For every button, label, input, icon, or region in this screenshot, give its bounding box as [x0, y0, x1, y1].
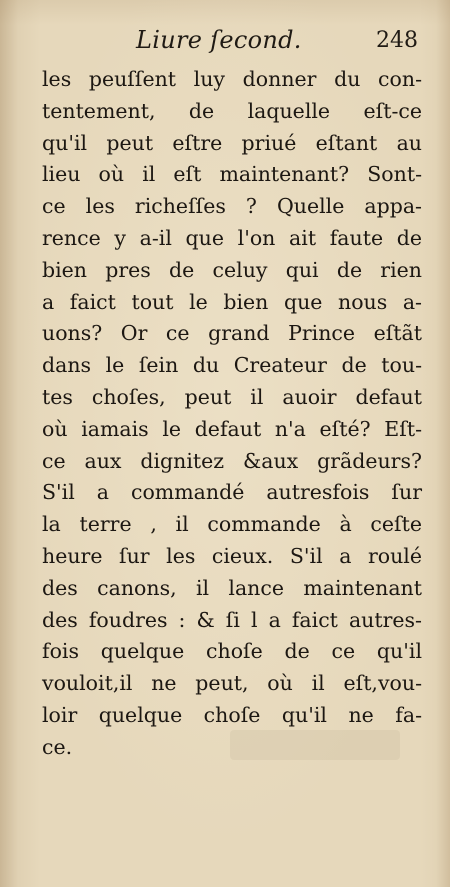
text-line: lieu où il eſt maintenant? Sont- [42, 162, 422, 187]
text-line: ce. [42, 734, 73, 759]
text-line: dans le ſein du Createur de tou- [42, 353, 422, 378]
text-line: heure ſur les cieux. S'il a roulé [42, 543, 422, 568]
text-line: où iamais le defaut n'a eſté? Eſt- [42, 416, 422, 441]
text-line: des foudres : & ſi l a faict autres- [42, 607, 422, 632]
text-line: ce aux dignitez &aux grãdeurs? [42, 448, 422, 473]
text-line: rence y a-il que l'on ait faute de [42, 225, 422, 250]
body-text [42, 64, 422, 764]
text-line: tes choſes, peut il auoir defaut [42, 384, 422, 409]
text-line: qu'il peut eſtre priué eſtant au [42, 130, 422, 155]
text-line: bien pres de celuy qui de rien [42, 257, 422, 282]
text-line: fois quelque choſe de ce qu'il [42, 639, 422, 664]
text-line: a faict tout le bien que nous a- [42, 289, 422, 314]
running-head: Liure ſecond. [136, 26, 302, 54]
text-line: ce les richeſſes ? Quelle appa- [42, 194, 422, 219]
text-line: S'il a commandé autresfois ſur [42, 480, 422, 505]
text-line: des canons, il lance maintenant [42, 575, 422, 600]
text-line: les peuſſent luy donner du con- [42, 67, 422, 91]
text-line: la terre , il commande à ceſte [42, 512, 422, 537]
text-line: vouloit,il ne peut, où il eſt,vou- [42, 671, 422, 696]
text-line: loir quelque choſe qu'il ne fa- [42, 702, 422, 727]
text-line: uons? Or ce grand Prince eſtãt [42, 321, 422, 346]
text-line: tentement, de laquelle eſt-ce [42, 98, 422, 123]
page-number: 248 [376, 28, 418, 53]
page-header [40, 20, 422, 60]
